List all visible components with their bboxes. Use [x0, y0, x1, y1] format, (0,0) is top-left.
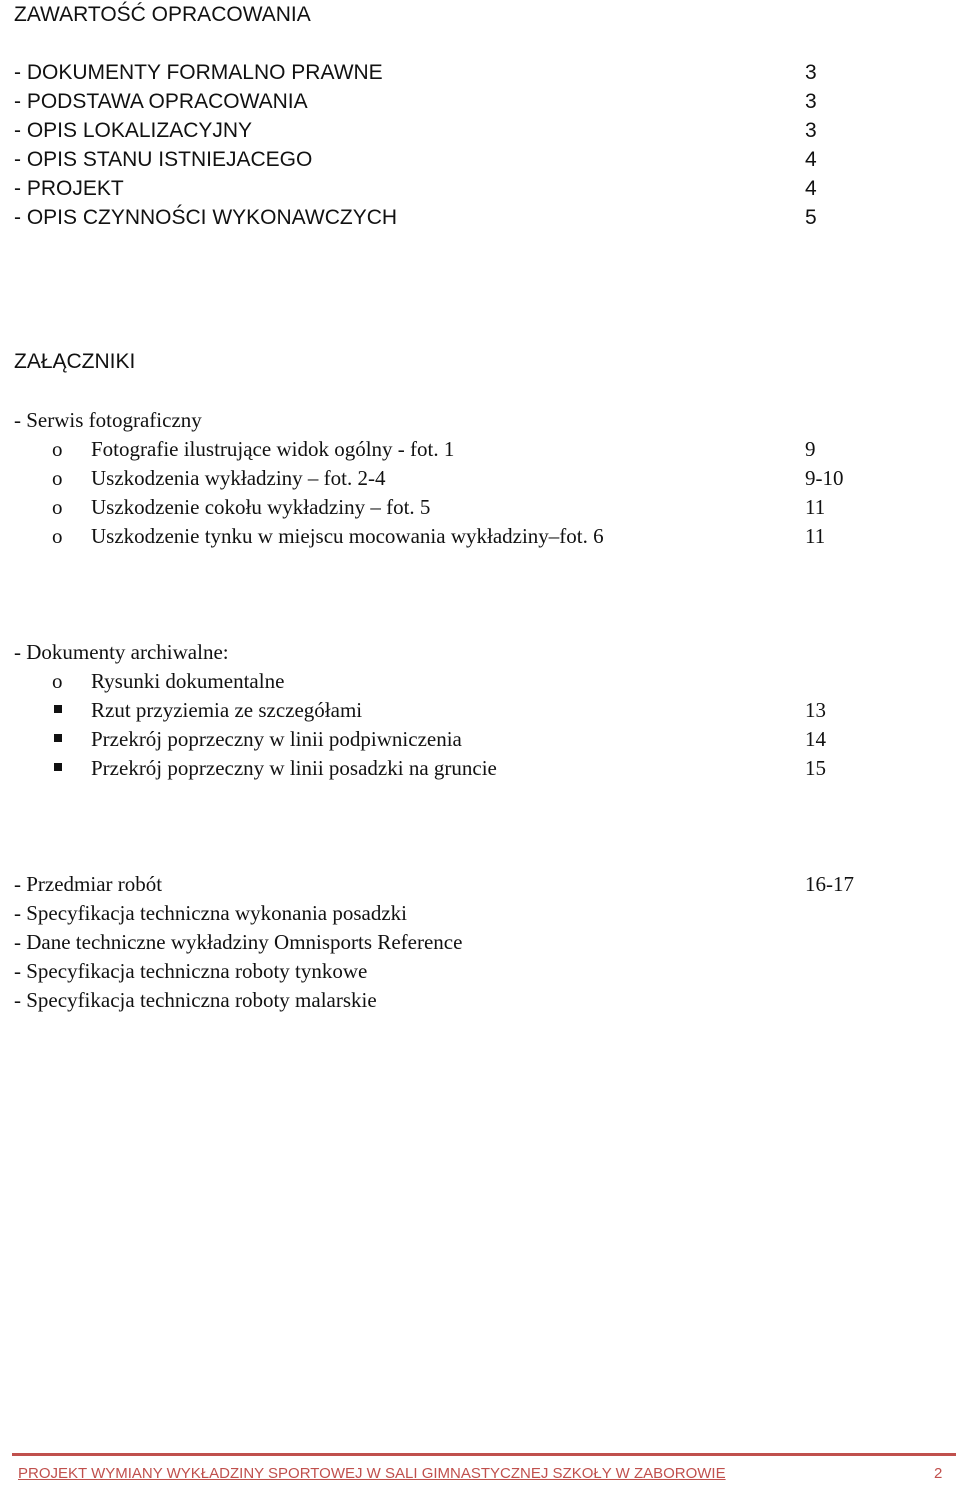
photo-item-label: Uszkodzenie cokołu wykładziny – fot. 5 — [91, 495, 431, 519]
circle-bullet-icon: o — [52, 669, 63, 693]
footer-title: PROJEKT WYMIANY WYKŁADZINY SPORTOWEJ W SALI GIMNASTYCZNEJ SZKOŁY W ZABOROWIE — [18, 1465, 726, 1482]
toc-item-label: - PROJEKT — [14, 177, 124, 200]
toc-item-label: - PODSTAWA OPRACOWANIA — [14, 90, 308, 113]
toc-item-label: - OPIS LOKALIZACYJNY — [14, 119, 253, 142]
archive-item-label: Rzut przyziemia ze szczegółami — [91, 698, 363, 722]
circle-bullet-icon: o — [52, 495, 63, 519]
photo-item-page: 9 — [805, 437, 816, 461]
footer-page-number: 2 — [934, 1465, 943, 1482]
archive-subtitle: Rysunki dokumentalne — [91, 669, 285, 693]
photo-item-label: Fotografie ilustrujące widok ogólny - fot. 1 — [91, 437, 455, 461]
attachments-heading: ZAŁĄCZNIKI — [14, 350, 136, 373]
toc-item-label: - OPIS STANU ISTNIEJACEGO — [14, 148, 313, 171]
footer-divider — [12, 1453, 956, 1456]
other-item-page: 16-17 — [805, 872, 854, 896]
toc-item-page: 4 — [805, 177, 817, 200]
archive-item-label: Przekrój poprzeczny w linii posadzki na gruncie — [91, 756, 497, 780]
archive-item-page: 13 — [805, 698, 826, 722]
square-bullet-icon — [54, 763, 62, 771]
other-item-label: - Specyfikacja techniczna wykonania posadzki — [14, 901, 408, 925]
archive-item-page: 15 — [805, 756, 826, 780]
photo-service-title: - Serwis fotograficzny — [14, 408, 202, 432]
toc-item-page: 3 — [805, 119, 817, 142]
photo-item-label: Uszkodzenie tynku w miejscu mocowania wykładziny–fot. 6 — [91, 524, 604, 548]
photo-item-page: 9-10 — [805, 466, 844, 490]
square-bullet-icon — [54, 705, 62, 713]
circle-bullet-icon: o — [52, 466, 63, 490]
circle-bullet-icon: o — [52, 524, 63, 548]
toc-item-page: 4 — [805, 148, 817, 171]
other-item-label: - Dane techniczne wykładziny Omnisports Reference — [14, 930, 463, 954]
photo-item-page: 11 — [805, 524, 826, 548]
photo-item-page: 11 — [805, 495, 826, 519]
circle-bullet-icon: o — [52, 437, 63, 461]
toc-item-page: 3 — [805, 90, 817, 113]
archive-item-page: 14 — [805, 727, 826, 751]
archive-title: - Dokumenty archiwalne: — [14, 640, 229, 664]
photo-item-label: Uszkodzenia wykładziny – fot. 2-4 — [91, 466, 386, 490]
other-item-label: - Przedmiar robót — [14, 872, 163, 896]
toc-item-label: - DOKUMENTY FORMALNO PRAWNE — [14, 61, 383, 84]
toc-item-page: 3 — [805, 61, 817, 84]
archive-item-label: Przekrój poprzeczny w linii podpiwniczenia — [91, 727, 462, 751]
other-item-label: - Specyfikacja techniczna roboty malarskie — [14, 988, 377, 1012]
square-bullet-icon — [54, 734, 62, 742]
page-title: ZAWARTOŚĆ OPRACOWANIA — [14, 3, 311, 26]
toc-item-page: 5 — [805, 206, 817, 229]
toc-item-label: - OPIS CZYNNOŚCI WYKONAWCZYCH — [14, 206, 398, 229]
other-item-label: - Specyfikacja techniczna roboty tynkowe — [14, 959, 368, 983]
